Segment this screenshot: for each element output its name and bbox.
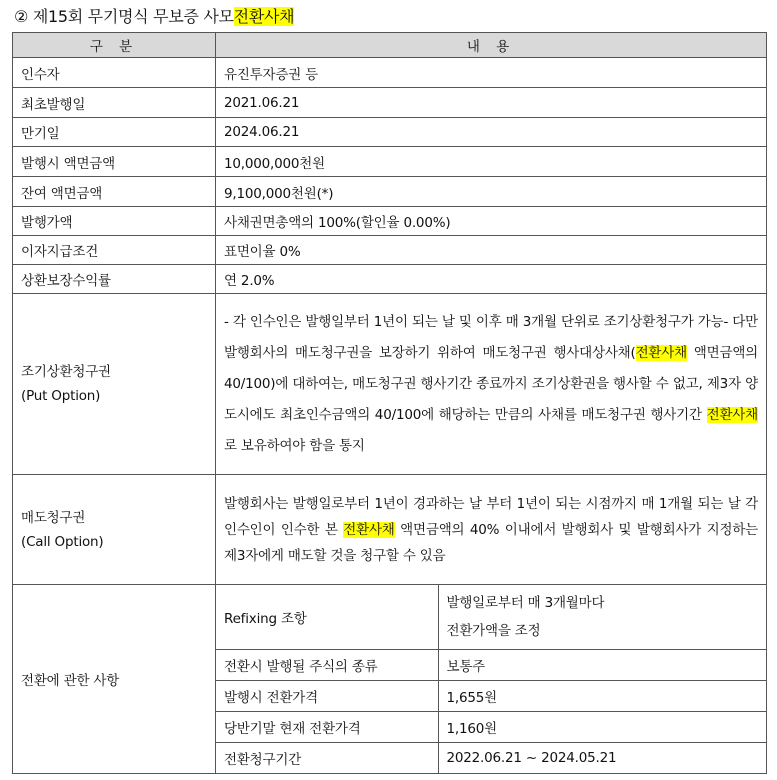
conversion-details bbox=[216, 585, 767, 774]
row-label: 발행가액 bbox=[13, 207, 216, 236]
table-row bbox=[13, 236, 767, 265]
table-row bbox=[13, 265, 767, 294]
section-title-text: ② 제15회 무기명식 무보증 사모 bbox=[14, 7, 234, 26]
conversion-item-value: 보통주 bbox=[438, 650, 766, 681]
conversion-item-label: 발행시 전환가격 bbox=[216, 681, 438, 712]
conversion-label: 전환에 관한 사항 bbox=[13, 585, 216, 774]
table-row bbox=[13, 58, 767, 88]
conversion-item-value-line: 발행일로부터 매 3개월마다 bbox=[446, 595, 605, 611]
row-label: 최초발행일 bbox=[13, 88, 216, 118]
call-option-highlight: 전환사채 bbox=[343, 521, 395, 538]
row-value: 10,000,000천원 bbox=[216, 147, 767, 177]
row-value: 연 2.0% bbox=[216, 265, 767, 294]
conversion-item bbox=[216, 743, 766, 773]
put-option-label bbox=[13, 294, 216, 475]
conversion-item-value bbox=[438, 585, 766, 650]
call-option-label-en: (Call Option) bbox=[21, 533, 104, 550]
row-label: 이자지급조건 bbox=[13, 236, 216, 265]
conversion-item-label: 전환청구기간 bbox=[216, 743, 438, 773]
put-option-highlight: 전환사채 bbox=[706, 406, 758, 423]
conversion-item bbox=[216, 650, 766, 681]
put-option-text-part: - 각 인수인은 발행일부터 1년이 되는 날 및 이후 매 3개월 단위로 조기상환청구가 가능- 다만 발행회사의 매도청구권을 보장하기 위하여 매도청구권 행사대상사채( bbox=[224, 313, 758, 361]
conversion-item-label: Refixing 조항 bbox=[216, 585, 438, 650]
conversion-item bbox=[216, 712, 766, 743]
put-option-text-part: 액면금액의 40/100)에 대하여는, 매도청구권 행사기간 종료까지 조기상환권을 행사할 수 없고, 제3자 양도시에도 최초인수금액의 40/100에 해당하는 만큼의 사채를 매도청구권 행사기간 bbox=[224, 344, 758, 423]
section-title-highlight: 전환사채 bbox=[233, 7, 295, 26]
bond-terms-table bbox=[12, 32, 767, 774]
conversion-item bbox=[216, 585, 766, 650]
conversion-item-label: 당반기말 현재 전환가격 bbox=[216, 712, 438, 743]
call-option-text bbox=[216, 475, 767, 585]
table-row bbox=[13, 88, 767, 118]
table-row bbox=[13, 177, 767, 207]
call-option-label-ko: 매도청구권 bbox=[21, 509, 86, 526]
conversion-item-value-line: 전환가액을 조정 bbox=[446, 623, 541, 639]
row-value: 표면이율 0% bbox=[216, 236, 767, 265]
put-option-text bbox=[216, 294, 767, 475]
row-value: 2024.06.21 bbox=[216, 118, 767, 147]
row-label: 발행시 액면금액 bbox=[13, 147, 216, 177]
conversion-item bbox=[216, 681, 766, 712]
row-value: 2021.06.21 bbox=[216, 88, 767, 118]
table-header-row bbox=[13, 33, 767, 58]
conversion-item-value: 2022.06.21 ~ 2024.05.21 bbox=[438, 743, 766, 773]
put-option-label-en: (Put Option) bbox=[21, 388, 101, 404]
conversion-item-value: 1,655원 bbox=[438, 681, 766, 712]
conversion-item-value: 1,160원 bbox=[438, 712, 766, 743]
row-value: 9,100,000천원(*) bbox=[216, 177, 767, 207]
table-row bbox=[13, 207, 767, 236]
call-option-text-part: 액면금액의 40% 이내에서 발행회사 및 발행회사가 지정하는 제3자에게 매도할 것을 청구할 수 있음 bbox=[224, 521, 758, 564]
header-content: 내 용 bbox=[216, 33, 767, 58]
put-option-text-part: 로 보유하여야 함을 통지 bbox=[224, 437, 365, 454]
conversion-table bbox=[216, 585, 766, 773]
row-value: 유진투자증권 등 bbox=[216, 58, 767, 88]
put-option-row bbox=[13, 294, 767, 475]
conversion-item-label: 전환시 발행될 주식의 종류 bbox=[216, 650, 438, 681]
put-option-highlight: 전환사채 bbox=[635, 344, 687, 361]
row-label: 인수자 bbox=[13, 58, 216, 88]
conversion-row bbox=[13, 585, 767, 774]
row-label: 상환보장수익률 bbox=[13, 265, 216, 294]
put-option-label-ko: 조기상환청구권 bbox=[21, 364, 111, 380]
call-option-row bbox=[13, 475, 767, 585]
table-row bbox=[13, 147, 767, 177]
call-option-label bbox=[13, 475, 216, 585]
row-value: 사채권면총액의 100%(할인율 0.00%) bbox=[216, 207, 767, 236]
table-row bbox=[13, 118, 767, 147]
call-option-text-part: 발행회사는 발행일로부터 1년이 경과하는 날 부터 1년이 되는 시점까지 매 1개월 되는 날 각 인수인이 인수한 본 bbox=[224, 495, 758, 538]
row-label: 잔여 액면금액 bbox=[13, 177, 216, 207]
section-title bbox=[14, 6, 294, 28]
row-label: 만기일 bbox=[13, 118, 216, 147]
header-category: 구 분 bbox=[13, 33, 216, 58]
